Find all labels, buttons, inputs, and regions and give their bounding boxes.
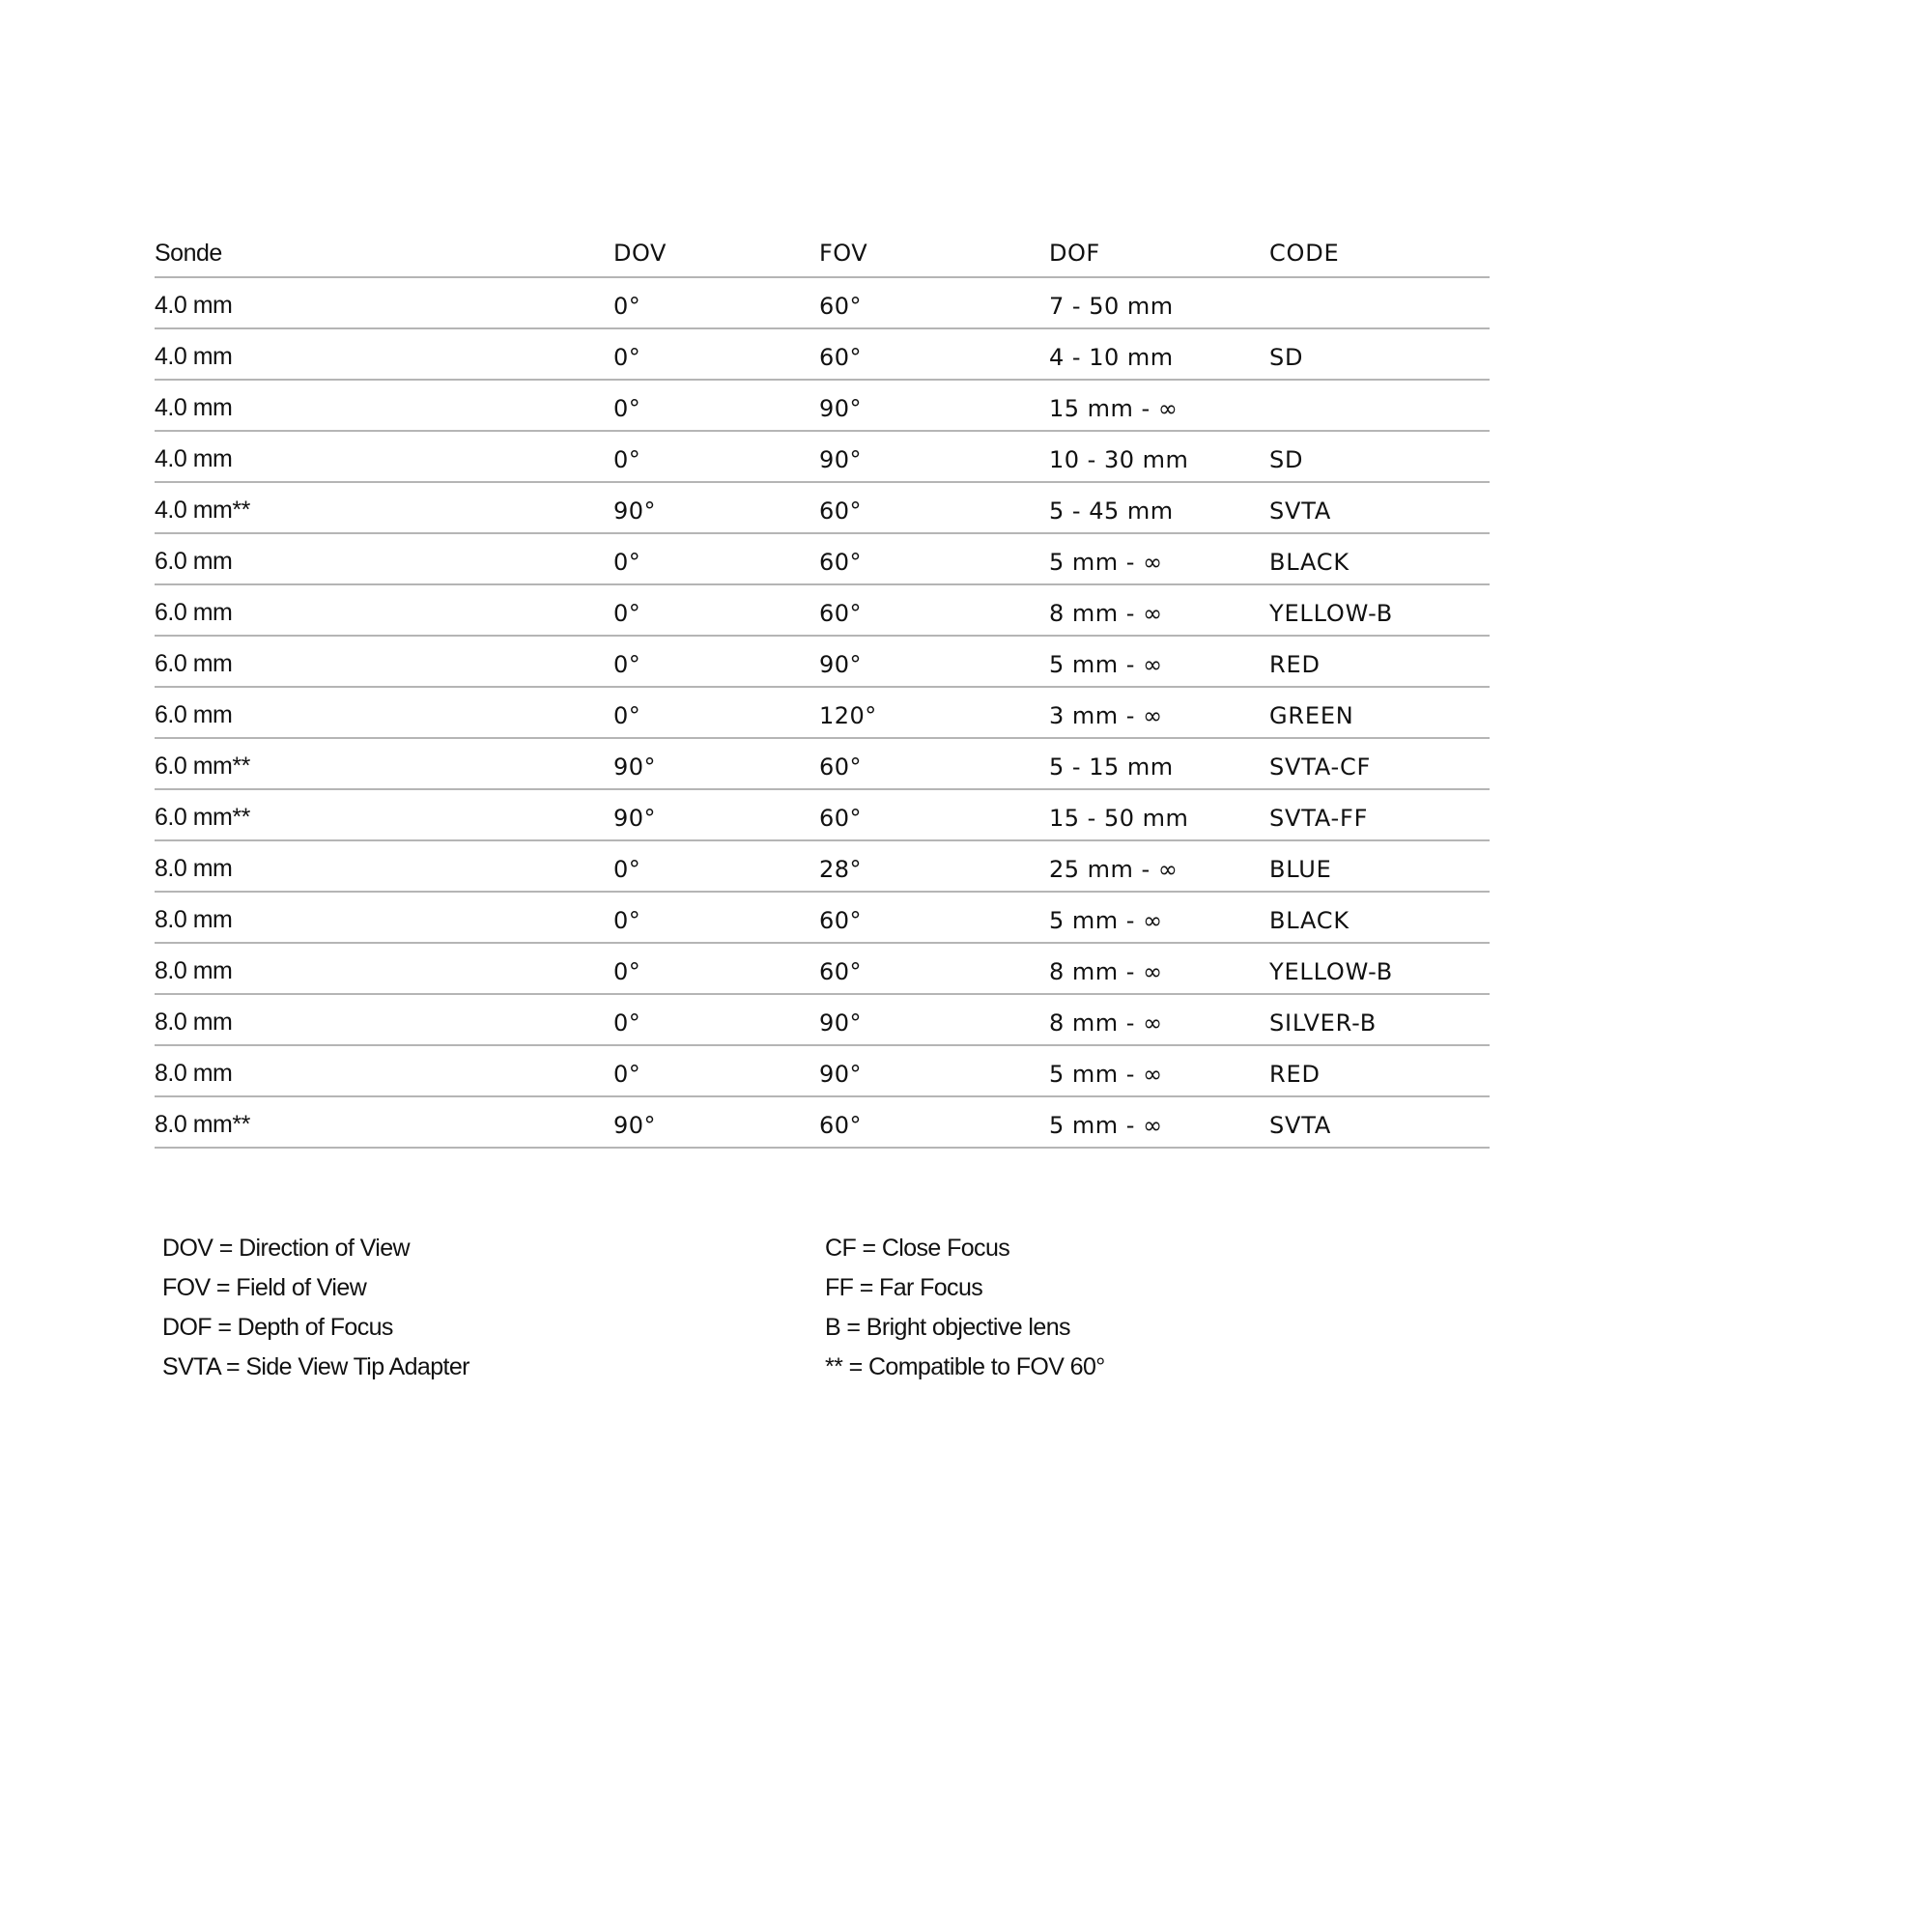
legend-abbreviations-left	[162, 1229, 469, 1387]
cell-dov: 0°	[613, 855, 641, 883]
cell-fov: 60°	[819, 343, 863, 371]
cell-fov: 60°	[819, 957, 863, 985]
cell-dof: 7 - 50 mm	[1049, 292, 1174, 320]
cell-sonde: 4.0 mm**	[155, 497, 250, 524]
cell-dov: 0°	[613, 292, 641, 320]
cell-code: RED	[1269, 1060, 1321, 1088]
table-row	[155, 995, 1490, 1046]
cell-code: BLACK	[1269, 906, 1350, 934]
legend-item-ff: FF = Far Focus	[825, 1274, 983, 1301]
legend-item-b: B = Bright objective lens	[825, 1314, 1070, 1341]
cell-dof: 5 mm - ∞	[1049, 548, 1163, 576]
cell-dov: 0°	[613, 343, 641, 371]
cell-dov: 0°	[613, 650, 641, 678]
cell-dof: 5 mm - ∞	[1049, 1060, 1163, 1088]
cell-fov: 90°	[819, 650, 863, 678]
header-fov: FOV	[819, 240, 868, 267]
table-row	[155, 585, 1490, 637]
cell-dof: 8 mm - ∞	[1049, 1009, 1163, 1037]
cell-dov: 0°	[613, 1009, 641, 1037]
cell-sonde: 8.0 mm**	[155, 1111, 250, 1138]
table-row	[155, 739, 1490, 790]
cell-code: SVTA-CF	[1269, 753, 1372, 781]
cell-dof: 8 mm - ∞	[1049, 957, 1163, 985]
table-row	[155, 1046, 1490, 1097]
cell-code: RED	[1269, 650, 1321, 678]
cell-fov: 90°	[819, 445, 863, 473]
cell-code	[1269, 300, 1490, 306]
cell-dof: 8 mm - ∞	[1049, 599, 1163, 627]
table-row	[155, 688, 1490, 739]
cell-fov: 60°	[819, 1111, 863, 1139]
cell-dov: 0°	[613, 599, 641, 627]
cell-dov: 90°	[613, 497, 657, 525]
header-sonde: Sonde	[155, 239, 222, 267]
cell-code: GREEN	[1269, 701, 1354, 729]
cell-sonde: 4.0 mm	[155, 394, 233, 421]
cell-code: SD	[1269, 445, 1304, 473]
legend-item-svta: SVTA = Side View Tip Adapter	[162, 1353, 469, 1380]
cell-fov: 60°	[819, 599, 863, 627]
legend-item-cf: CF = Close Focus	[825, 1235, 1010, 1262]
cell-code: SVTA-FF	[1269, 804, 1369, 832]
cell-sonde: 8.0 mm	[155, 1009, 233, 1036]
cell-dof: 5 - 45 mm	[1049, 497, 1174, 525]
cell-dov: 0°	[613, 548, 641, 576]
table-row	[155, 432, 1490, 483]
cell-sonde: 4.0 mm	[155, 445, 233, 472]
table-row	[155, 329, 1490, 381]
table-row	[155, 790, 1490, 841]
cell-sonde: 8.0 mm	[155, 855, 233, 882]
legend-item-dov: DOV = Direction of View	[162, 1235, 410, 1262]
cell-dov: 0°	[613, 445, 641, 473]
legend-item-compatible: ** = Compatible to FOV 60°	[825, 1353, 1105, 1380]
legend-abbreviations-right	[825, 1229, 1105, 1387]
table-row	[155, 841, 1490, 893]
cell-dov: 90°	[613, 804, 657, 832]
cell-sonde: 4.0 mm	[155, 343, 233, 370]
table-row	[155, 278, 1490, 329]
cell-code	[1269, 403, 1490, 409]
cell-dov: 0°	[613, 701, 641, 729]
cell-code: SD	[1269, 343, 1304, 371]
cell-sonde: 6.0 mm	[155, 548, 233, 575]
cell-dof: 3 mm - ∞	[1049, 701, 1163, 729]
cell-code: YELLOW-B	[1269, 957, 1394, 985]
cell-code: SVTA	[1269, 1111, 1332, 1139]
cell-dof: 15 - 50 mm	[1049, 804, 1189, 832]
cell-dov: 0°	[613, 906, 641, 934]
cell-dof: 10 - 30 mm	[1049, 445, 1189, 473]
cell-code: BLUE	[1269, 855, 1332, 883]
cell-dov: 0°	[613, 957, 641, 985]
cell-sonde: 8.0 mm	[155, 906, 233, 933]
cell-code: SILVER-B	[1269, 1009, 1378, 1037]
cell-code: SVTA	[1269, 497, 1332, 525]
table-row	[155, 944, 1490, 995]
cell-code: BLACK	[1269, 548, 1350, 576]
cell-dof: 5 - 15 mm	[1049, 753, 1174, 781]
cell-sonde: 4.0 mm	[155, 292, 233, 319]
cell-dof: 5 mm - ∞	[1049, 650, 1163, 678]
table-row	[155, 1097, 1490, 1149]
cell-sonde: 6.0 mm**	[155, 804, 250, 831]
table-row	[155, 893, 1490, 944]
cell-dov: 90°	[613, 1111, 657, 1139]
cell-sonde: 6.0 mm	[155, 650, 233, 677]
table-row	[155, 637, 1490, 688]
header-dov: DOV	[613, 240, 667, 267]
table-row	[155, 381, 1490, 432]
cell-dof: 15 mm - ∞	[1049, 394, 1179, 422]
cell-dov: 90°	[613, 753, 657, 781]
cell-dof: 5 mm - ∞	[1049, 906, 1163, 934]
cell-fov: 60°	[819, 292, 863, 320]
table-header-row	[155, 224, 1490, 278]
cell-dof: 5 mm - ∞	[1049, 1111, 1163, 1139]
cell-fov: 60°	[819, 548, 863, 576]
cell-fov: 60°	[819, 906, 863, 934]
cell-code: YELLOW-B	[1269, 599, 1394, 627]
cell-sonde: 6.0 mm**	[155, 753, 250, 780]
header-dof: DOF	[1049, 240, 1100, 267]
cell-fov: 60°	[819, 497, 863, 525]
cell-fov: 90°	[819, 1060, 863, 1088]
cell-sonde: 6.0 mm	[155, 599, 233, 626]
cell-fov: 60°	[819, 753, 863, 781]
table-body	[155, 278, 1490, 1149]
table-row	[155, 483, 1490, 534]
cell-dof: 25 mm - ∞	[1049, 855, 1179, 883]
header-code: CODE	[1269, 240, 1340, 267]
cell-fov: 120°	[819, 701, 877, 729]
cell-fov: 60°	[819, 804, 863, 832]
cell-fov: 90°	[819, 394, 863, 422]
table-row	[155, 534, 1490, 585]
cell-dof: 4 - 10 mm	[1049, 343, 1174, 371]
cell-sonde: 8.0 mm	[155, 957, 233, 984]
cell-sonde: 8.0 mm	[155, 1060, 233, 1087]
cell-fov: 90°	[819, 1009, 863, 1037]
legend-item-dof: DOF = Depth of Focus	[162, 1314, 393, 1341]
legend-item-fov: FOV = Field of View	[162, 1274, 367, 1301]
cell-dov: 0°	[613, 394, 641, 422]
cell-sonde: 6.0 mm	[155, 701, 233, 728]
cell-fov: 28°	[819, 855, 863, 883]
cell-dov: 0°	[613, 1060, 641, 1088]
probe-spec-table	[155, 224, 1490, 1149]
